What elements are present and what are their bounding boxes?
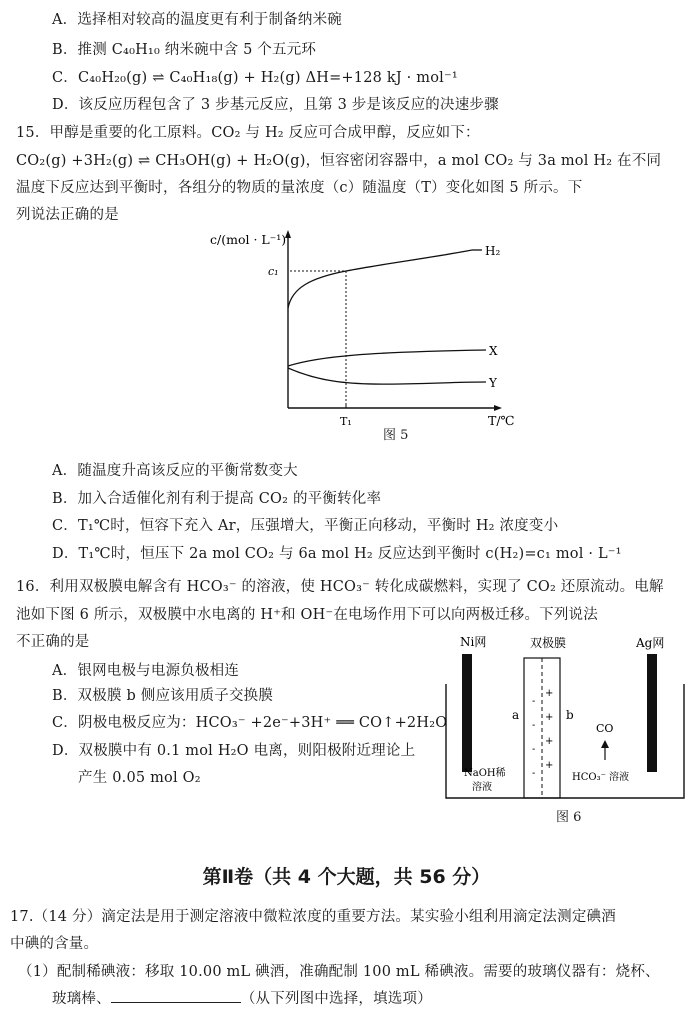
figure-6-caption: 图 6	[556, 810, 582, 825]
q15-stem-line4: 列说法正确的是	[16, 207, 119, 223]
curve-y	[288, 368, 486, 384]
q15-option-b: B．加入合适催化剂有利于提高 CO₂ 的平衡转化率	[52, 491, 382, 507]
curve-x	[288, 350, 486, 366]
q16-option-d: D．双极膜中有 0.1 mol H₂O 电离，则阳极附近理论上	[52, 743, 416, 759]
fig5-y-label: Y	[489, 376, 497, 390]
ag-electrode	[647, 654, 657, 772]
q17-sub1-suffix: （从下列图中选择，填选项）	[240, 991, 432, 1007]
q15-stem: 15．甲醇是重要的化工原料。CO₂ 与 H₂ 反应可合成甲醇，反应如下：	[16, 125, 480, 141]
fig6-a-label: a	[512, 708, 520, 722]
svg-text:+: +	[545, 760, 554, 771]
q15-stem-line3: 温度下反应达到平衡时，各组分的物质的量浓度（c）随温度（T）变化如图 5 所示。下	[16, 180, 583, 196]
fig6-ag-label: Ag网	[636, 636, 665, 650]
q16-option-c: C．阴极电极反应为：HCO₃⁻ +2e⁻+3H⁺ ══ CO↑+2H₂O	[52, 715, 448, 731]
q17-stem: 17.（14 分）滴定法是用于测定溶液中微粒浓度的重要方法。某实验小组利用滴定法测定碘酒	[10, 909, 616, 925]
q17-sub1-line2	[52, 987, 432, 1008]
q16-stem: 16．利用双极膜电解含有 HCO₃⁻ 的溶液，使 HCO₃⁻ 转化成碳燃料，实现了 CO₂ 还原流动。电解	[16, 579, 664, 595]
fig6-co-label: CO	[596, 722, 614, 735]
figure-5-caption: 图 5	[383, 428, 409, 443]
svg-text:+: +	[545, 736, 554, 747]
q14-option-c: C．C₄₀H₂₀(g) ⇌ C₄₀H₁₈(g) + H₂(g) ΔH=+128 kJ · mol⁻¹	[52, 70, 458, 86]
fig6-ni-label: Ni网	[460, 635, 487, 649]
svg-text:+: +	[545, 712, 554, 723]
fig5-h2-label: H₂	[485, 244, 501, 258]
q16-stem-line2: 池如下图 6 所示，双极膜中水电离的 H⁺和 OH⁻在电场作用下可以向两极迁移。下列说法	[16, 607, 598, 623]
fig5-ylabel: c/(mol · L⁻¹)	[210, 232, 287, 247]
fig6-naoh-label-2: 溶液	[472, 782, 492, 793]
q17-stem-line2: 中碘的含量。	[10, 936, 99, 952]
ni-electrode	[462, 654, 472, 772]
svg-text:-: -	[532, 768, 536, 779]
answer-blank[interactable]	[111, 990, 241, 1003]
fig6-hco3-label: HCO₃⁻ 溶液	[572, 772, 630, 783]
fig6-naoh-label: NaOH稀	[464, 768, 506, 779]
q17-sub1-prefix: 玻璃棒、	[52, 991, 111, 1007]
fig6-membrane-label: 双极膜	[530, 636, 567, 650]
svg-text:-: -	[532, 744, 536, 755]
section-2-title: 第Ⅱ卷（共 4 个大题，共 56 分）	[202, 866, 491, 888]
fig5-t1-label: T₁	[340, 415, 352, 428]
q14-option-d: D．该反应历程包含了 3 步基元反应，且第 3 步是该反应的决速步骤	[52, 97, 499, 113]
svg-text:+: +	[545, 688, 554, 699]
q16-option-a: A．银网电极与电源负极相连	[52, 663, 240, 679]
q14-option-b: B．推测 C₄₀H₁₀ 纳米碗中含 5 个五元环	[52, 42, 317, 58]
svg-text:-: -	[532, 696, 536, 707]
q16-stem-line3: 不正确的是	[16, 634, 90, 650]
fig6-b-label: b	[566, 708, 574, 722]
svg-text:-: -	[532, 720, 536, 731]
figure-5-graph	[200, 228, 520, 448]
q14-option-a: A．选择相对较高的温度更有利于制备纳米碗	[52, 12, 342, 28]
fig5-xlabel: T/℃	[488, 413, 515, 428]
q16-option-b: B．双极膜 b 侧应该用质子交换膜	[52, 688, 274, 704]
q15-option-c: C．T₁℃时，恒容下充入 Ar，压强增大，平衡正向移动，平衡时 H₂ 浓度变小	[52, 518, 559, 534]
q15-option-a: A．随温度升高该反应的平衡常数变大	[52, 463, 298, 479]
q15-option-d: D．T₁℃时，恒压下 2a mol CO₂ 与 6a mol H₂ 反应达到平衡时 c(H₂)=c₁ mol · L⁻¹	[52, 546, 622, 562]
q16-option-d-continued: 产生 0.05 mol O₂	[78, 770, 201, 786]
q15-equation: CO₂(g) +3H₂(g) ⇌ CH₃OH(g) + H₂O(g)，恒容密闭容器中，a mol CO₂ 与 3a mol H₂ 在不同	[16, 153, 662, 169]
fig5-x-label: X	[489, 344, 498, 358]
figure-6-electrolyzer	[440, 628, 688, 804]
q17-sub1: （1）配制稀碘液：移取 10.00 mL 碘酒，准确配制 100 mL 稀碘液。需要的玻璃仪器有：烧杯、	[18, 964, 660, 980]
fig5-c1-label: c₁	[268, 265, 279, 278]
curve-h2	[288, 250, 472, 308]
